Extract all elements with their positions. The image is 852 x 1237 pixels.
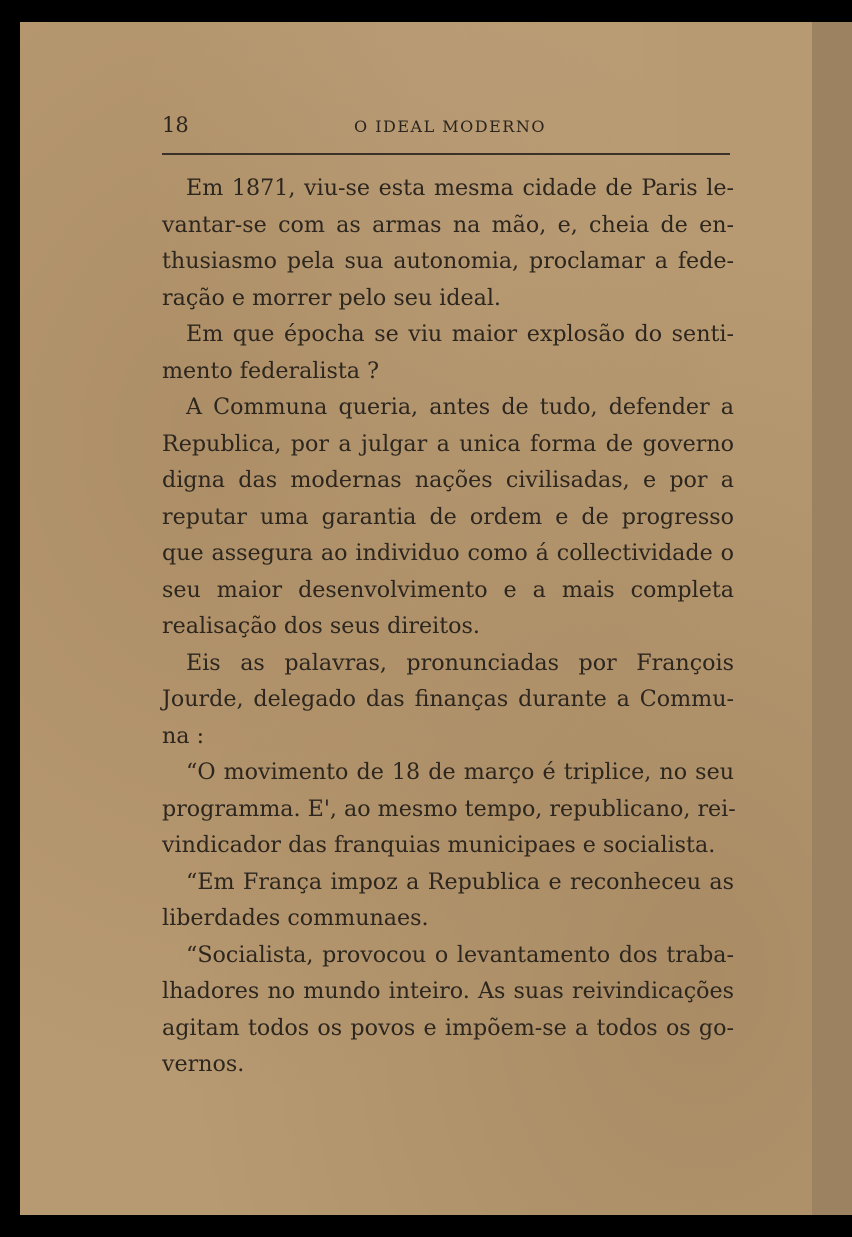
- text-line: vindicador das franquias municipaes e socialista.: [162, 832, 716, 858]
- text-line: vantar-se com as armas na mão, e, cheia de en-: [162, 211, 734, 238]
- text-line: digna das modernas nações civilisadas, e por a: [162, 467, 734, 493]
- text-line: reputar uma garantia de ordem e de progresso: [162, 503, 734, 530]
- text-line: Em que épocha se viu maior explosão do senti-: [186, 321, 734, 347]
- text-line: lhadores no mundo inteiro. As suas reivindicações: [162, 978, 734, 1004]
- text-line: “O movimento de 18 de março é triplice, no seu: [186, 759, 734, 785]
- text-line: Em 1871, viu-se esta mesma cidade de Paris le-: [186, 175, 734, 201]
- text-line: agitam todos os povos e impõem-se a todos os go-: [162, 1014, 734, 1041]
- page-header: [162, 113, 730, 141]
- header-rule: [162, 153, 730, 155]
- text-line: vernos.: [162, 1051, 245, 1077]
- page-edge: [812, 22, 852, 1215]
- text-line: thusiasmo pela sua autonomia, proclamar a fede-: [162, 248, 734, 274]
- text-line: programma. E', ao mesmo tempo, republicano, rei-: [162, 795, 736, 822]
- text-line: “Em França impoz a Republica e reconheceu as: [186, 868, 734, 895]
- text-line: Republica, por a julgar a unica forma de governo: [162, 430, 734, 457]
- text-line: Jourde, delegado das finanças durante a Commu-: [162, 686, 734, 712]
- text-line: Eis as palavras, pronunciadas por François: [186, 649, 734, 676]
- text-line: realisação dos seus direitos.: [162, 613, 480, 639]
- running-head: O IDEAL MODERNO: [354, 117, 546, 136]
- text-line: A Communa queria, antes de tudo, defender a: [186, 394, 734, 420]
- text-line: que assegura ao individuo como á collectividade o: [162, 540, 734, 566]
- text-line: seu maior desenvolvimento e a mais completa: [162, 576, 734, 603]
- page-number: 18: [162, 113, 189, 137]
- text-line: na :: [162, 722, 205, 749]
- text-line: liberdades communaes.: [162, 905, 429, 931]
- body-text: [162, 170, 734, 1083]
- text-line: “Socialista, provocou o levantamento dos traba-: [186, 941, 734, 968]
- text-line: mento federalista ?: [162, 357, 379, 384]
- text-line: ração e morrer pelo seu ideal.: [162, 284, 501, 311]
